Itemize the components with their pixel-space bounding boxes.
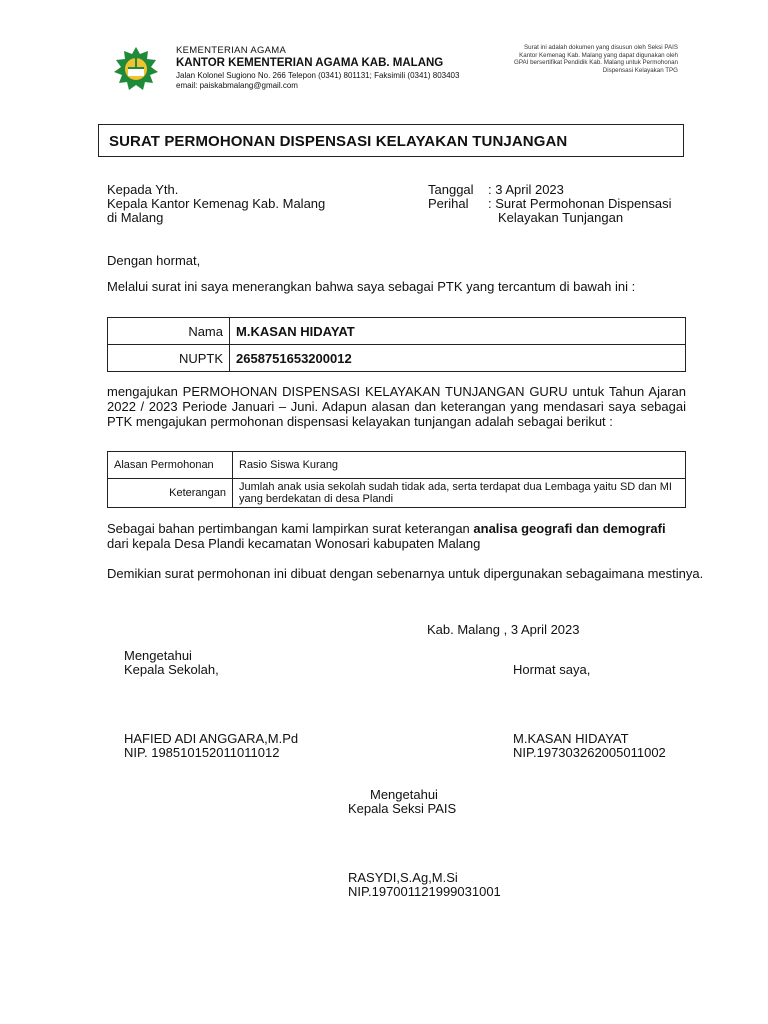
name-label: Nama	[108, 318, 230, 345]
attachment-line-2: dari kepala Desa Plandi kecamatan Wonosari kabupaten Malang	[107, 536, 481, 551]
letter-title: SURAT PERMOHONAN DISPENSASI KELAYAKAN TUNJANGAN	[109, 133, 568, 150]
reason-label: Alasan Permohonan	[108, 452, 233, 479]
right-sign-name: M.KASAN HIDAYAT	[513, 731, 629, 746]
letterhead-office: KANTOR KEMENTERIAN AGAMA KAB. MALANG	[176, 57, 444, 69]
right-sign-nip: NIP.197303262005011002	[513, 745, 666, 760]
attachment-line-1	[107, 521, 666, 536]
side-note: Surat ini adalah dokumen yang disusun oleh Seksi PAIS Kantor Kemenag Kab. Malang yang dapat digunakan oleh GPAI bersertifikat Pendidik Kab. Malang untuk Permohonan Dispensasi Kelayakan TPG	[514, 44, 678, 74]
attachment-text: Sebagai bahan pertimbangan kami lampirkan surat keterangan	[107, 521, 474, 536]
note-value: Jumlah anak usia sekolah sudah tidak ada, serta terdapat dua Lembaga yaitu SD dan MI yang berdekatan di desa Plandi	[233, 479, 686, 508]
center-sign-line-1: Mengetahui	[370, 787, 438, 802]
letterhead-address: Jalan Kolonel Sugiono No. 266 Telepon (0341) 801131; Faksimili (0341) 803403	[176, 71, 460, 80]
subject-value-2: Kelayakan Tunjangan	[498, 210, 624, 225]
place-date: Kab. Malang , 3 April 2023	[427, 622, 580, 637]
title-box	[98, 124, 684, 157]
attachment-bold: analisa geografi dan demografi	[473, 521, 666, 536]
identity-table	[107, 317, 686, 372]
intro-text: Melalui surat ini saya menerangkan bahwa saya sebagai PTK yang tercantum di bawah ini :	[107, 279, 636, 294]
date-label: Tanggal	[428, 182, 474, 197]
table-row	[108, 345, 686, 372]
right-sign-line-1: Hormat saya,	[513, 662, 591, 677]
table-row	[108, 318, 686, 345]
nuptk-label: NUPTK	[108, 345, 230, 372]
center-sign-line-2: Kepala Seksi PAIS	[348, 801, 457, 816]
subject-label: Perihal	[428, 196, 469, 211]
letterhead-ministry: KEMENTERIAN AGAMA	[176, 45, 287, 56]
left-sign-nip: NIP. 198510152011011012	[124, 745, 280, 760]
left-sign-line-1: Mengetahui	[124, 648, 192, 663]
table-row	[108, 452, 686, 479]
ministry-logo-icon	[110, 45, 162, 93]
subject-value-1: : Surat Permohonan Dispensasi	[488, 196, 672, 211]
note-label: Keterangan	[108, 479, 233, 508]
ministry-logo	[110, 45, 162, 93]
closing-paragraph: Demikian surat permohonan ini dibuat dengan sebenarnya untuk dipergunakan sebagaimana mestinya.	[107, 566, 704, 581]
letterhead-email: email: paiskabmalang@gmail.com	[176, 81, 298, 90]
nuptk-value: 2658751653200012	[230, 345, 686, 372]
date-value: : 3 April 2023	[488, 182, 564, 197]
reason-table	[107, 451, 686, 508]
left-sign-line-2: Kepala Sekolah,	[124, 662, 219, 677]
center-sign-name: RASYDI,S.Ag,M.Si	[348, 870, 458, 885]
reason-value: Rasio Siswa Kurang	[233, 452, 686, 479]
center-sign-nip: NIP.197001121999031001	[348, 884, 501, 899]
request-paragraph: mengajukan PERMOHONAN DISPENSASI KELAYAKAN TUNJANGAN GURU untuk Tahun Ajaran 2022 / 2023 Periode Januari – Juni. Adapun alasan dan keterangan yang mendasari saya sebagai PTK mengajukan permohonan dispensasi kelayakan tunjangan adalah sebagai berikut :	[107, 384, 686, 429]
left-sign-name: HAFIED ADI ANGGARA,M.Pd	[124, 731, 299, 746]
greeting: Dengan hormat,	[107, 253, 201, 268]
table-row	[108, 479, 686, 508]
recipient-line-3: di Malang	[107, 210, 164, 225]
recipient-line-2: Kepala Kantor Kemenag Kab. Malang	[107, 196, 326, 211]
name-value: M.KASAN HIDAYAT	[230, 318, 686, 345]
recipient-line-1: Kepada Yth.	[107, 182, 179, 197]
